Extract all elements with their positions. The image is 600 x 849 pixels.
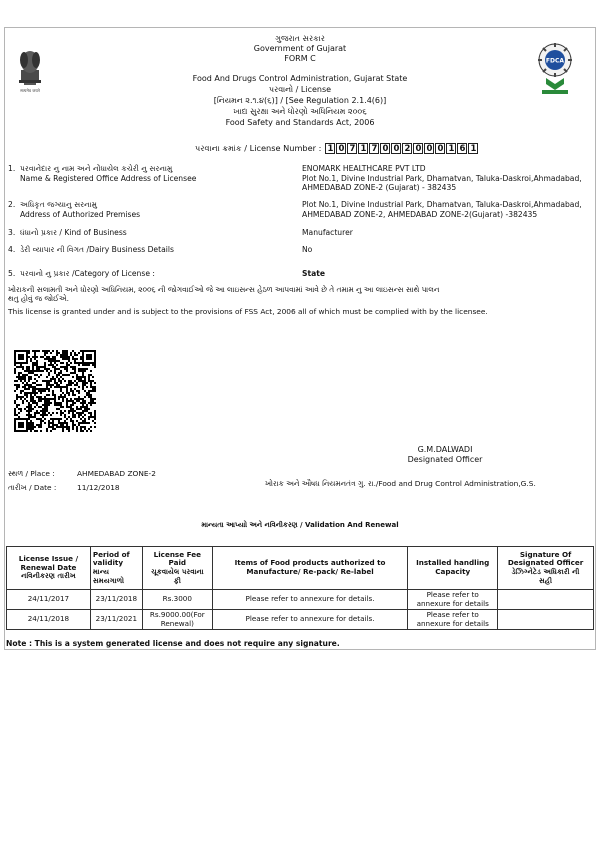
date-value: 11/12/2018: [77, 483, 120, 492]
license-digit-box: 1: [446, 143, 456, 154]
emblem-caption: सत्यमेव जयते: [20, 88, 40, 93]
col-issue-date: License Issue / Renewal Date નવિનીકરણ તારીખ: [7, 547, 91, 590]
state-emblem-icon: [15, 48, 45, 94]
validation-title: માન્યતા આપ્યાો અને નવિનીકરણ / Validation And Renewal: [201, 521, 399, 529]
dairy-details-label: 4. ડેરી વ્યાપાર ની વિગત /Dairy Business Details: [8, 245, 174, 254]
officer-name: G.M.DALWADI: [417, 445, 473, 454]
license-category-value: State: [302, 269, 326, 278]
authority-text: ખોરાક અને ઔષધ નિયમનતંત્ર ગુ. રા./Food and Drug Control Administration,G.S.: [265, 479, 536, 488]
license-digit-box: 7: [369, 143, 379, 154]
form-title: FORM C: [284, 54, 316, 63]
licensee-name-label: 1. પરવાનેદાર નુ નામ અને નોંધાયેલ કચેરી નુ સરનામુ Name & Registered Office Address of Licensee: [8, 164, 197, 183]
terms-english: This license is granted under and is subject to the provisions of FSS Act, 2006 all of which must be complied with by the licensee.: [8, 307, 488, 316]
table-row: [7, 590, 594, 610]
date-label: તારીખ / Date :: [8, 483, 57, 492]
cell-validity: 23/11/2021: [90, 610, 142, 630]
cell-signature: [498, 610, 594, 630]
license-digit-box: 0: [391, 143, 401, 154]
administration-title: Food And Drugs Control Administration, Gujarat State: [192, 74, 408, 83]
terms-gujarati: ખોરાકની સલામતી અને ધોરણો અધિનિયમ, ૨૦૦૬ ની જોગવાઈઓ જે આ લાઇસન્સ હેઠળ આપવામાં આવે છે તે તમામ નુ આ લાઇસન્સ સાથે પાલન થતુ હોવું જ જોઈએ.: [8, 285, 440, 303]
fdca-logo-text: FDCA: [545, 57, 565, 65]
col-fee: License Fee Paid ચૂકવાયેલ પરવાના ફી: [142, 547, 212, 590]
col-signature: Signature Of Designated Officer ડેઝિગ્નેટેડ અધિકારી ની સહી: [498, 547, 594, 590]
fdca-logo-icon: [536, 42, 574, 98]
business-kind-label: 3. ધંધાનો પ્રકાર / Kind of Business: [8, 228, 127, 237]
license-digit-box: 0: [336, 143, 346, 154]
cell-validity: 23/11/2018: [90, 590, 142, 610]
license-heading: પરવાનો / License: [268, 85, 332, 94]
license-number-row: [195, 141, 479, 155]
table-row: [7, 610, 594, 630]
col-capacity: Installed handling Capacity: [408, 547, 498, 590]
license-digit-box: 7: [347, 143, 357, 154]
business-kind-value: Manufacturer: [302, 228, 353, 237]
table-header-row: [7, 547, 594, 590]
gujarati-gov-title: ગુજરાત સરકાર: [275, 34, 325, 43]
premises-address-label: 2. અધિકૃત જગ્યાનુ સરનામુ Address of Authorized Premises: [8, 200, 141, 219]
premises-address-value: Plot No.1, Divine Industrial Park, Dhamatvan, Taluka-Daskroi,Ahmadabad, AHMEDABAD ZONE-2, AHMEDABAD ZONE-2(Gujarat) -382435: [302, 200, 582, 219]
officer-title: Designated Officer: [407, 455, 483, 464]
cell-signature: [498, 590, 594, 610]
license-digit-box: 1: [468, 143, 478, 154]
license-digit-box: 1: [358, 143, 368, 154]
license-category-label: 5. પરવાનો નુ પ્રકાર /Category of License :: [8, 269, 155, 278]
dairy-details-value: No: [302, 245, 313, 254]
license-digit-box: 0: [413, 143, 423, 154]
cell-items: Please refer to annexure for details.: [212, 610, 408, 630]
cell-capacity: Please refer to annexure for details: [408, 610, 498, 630]
gov-title: Government of Gujarat: [253, 44, 347, 53]
cell-fee: Rs.3000: [142, 590, 212, 610]
license-number-boxes: [325, 143, 479, 154]
place-label: સ્થળ / Place :: [8, 469, 55, 478]
license-digit-box: 0: [380, 143, 390, 154]
regulation-text: [નિયમન ૨.૧.૪(૬)] / [See Regulation 2.1.4(6)]: [213, 96, 387, 105]
license-digit-box: 1: [325, 143, 335, 154]
license-digit-box: 2: [402, 143, 412, 154]
license-number-label: પરવાના ક્રમાંક / License Number :: [195, 142, 322, 153]
place-value: AHMEDABAD ZONE-2: [77, 469, 156, 478]
qr-code: [14, 350, 96, 432]
cell-items: Please refer to annexure for details.: [212, 590, 408, 610]
cell-issue-date: 24/11/2017: [7, 590, 91, 610]
licensee-name-value: ENOMARK HEALTHCARE PVT LTD Plot No.1, Divine Industrial Park, Dhamatvan, Taluka-Daskroi,Ahmadabad, AHMEDABAD ZONE-2 (Gujarat) - 382435: [302, 164, 582, 193]
system-note: Note : This is a system generated license and does not require any signature.: [6, 639, 340, 648]
col-items: Items of Food products authorized to Manufacture/ Re-pack/ Re-label: [212, 547, 408, 590]
license-digit-box: 6: [457, 143, 467, 154]
license-digit-box: 0: [424, 143, 434, 154]
cell-issue-date: 24/11/2018: [7, 610, 91, 630]
act-english: Food Safety and Standards Act, 2006: [225, 118, 375, 127]
cell-fee: Rs.9000.00(For Renewal): [142, 610, 212, 630]
license-digit-box: 0: [435, 143, 445, 154]
validation-table: [6, 546, 594, 630]
act-gujarati: ખાદ્ય સુરક્ષા અને ધોરણો અધિનિયમ ૨૦૦૬: [233, 107, 367, 116]
cell-capacity: Please refer to annexure for details: [408, 590, 498, 610]
col-validity: Period of validity માન્ય સમયગાળો: [90, 547, 142, 590]
